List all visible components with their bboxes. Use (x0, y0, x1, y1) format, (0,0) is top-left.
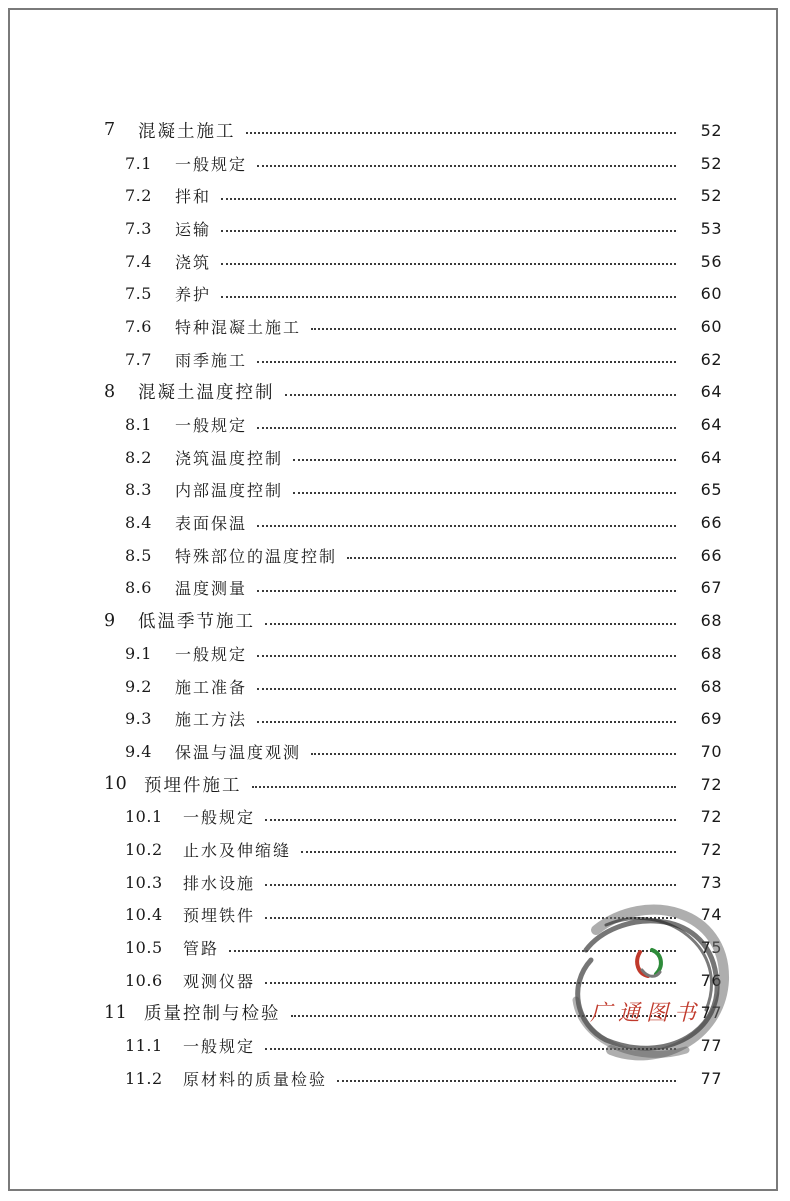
toc-section-row[interactable] (0, 474, 790, 507)
toc-dot-leader (257, 721, 676, 723)
toc-dot-leader (252, 786, 677, 788)
toc-entry-number: 7.2 (125, 186, 152, 206)
toc-entry-number: 11.1 (125, 1036, 163, 1056)
toc-dot-leader (221, 198, 676, 200)
toc-entry-number: 8.6 (125, 578, 152, 598)
toc-entry-title: 质量控制与检验 (144, 1004, 281, 1025)
toc-page-number: 52 (700, 153, 722, 173)
toc-entry-title: 一般规定 (183, 1037, 256, 1057)
toc-entry-number: 11.2 (125, 1068, 163, 1088)
toc-page-number: 72 (700, 774, 722, 794)
toc-dot-leader (221, 263, 676, 265)
toc-page-number: 67 (700, 578, 722, 598)
toc-entry-number: 7.4 (125, 251, 152, 271)
toc-dot-leader (265, 819, 676, 821)
toc-entry-number: 11 (104, 1002, 128, 1023)
toc-page-number: 65 (700, 480, 722, 500)
toc-entry-number: 8.1 (125, 415, 152, 435)
toc-dot-leader (246, 132, 677, 134)
toc-page-number: 77 (700, 1036, 722, 1056)
toc-dot-leader (347, 557, 676, 559)
toc-dot-leader (337, 1080, 676, 1082)
toc-page-number: 52 (700, 186, 722, 206)
toc-page-number: 64 (700, 382, 722, 402)
toc-chapter-row[interactable] (0, 114, 790, 147)
toc-page-number: 53 (700, 218, 722, 238)
toc-section-row[interactable] (0, 179, 790, 212)
toc-chapter-row[interactable] (0, 604, 790, 637)
toc-entry-title: 表面保温 (175, 514, 248, 534)
toc-page-number: 77 (700, 1068, 722, 1088)
toc-dot-leader (265, 884, 676, 886)
toc-dot-leader (301, 851, 676, 853)
toc-entry-title: 浇筑 (175, 252, 212, 272)
toc-entry-number: 10.1 (125, 807, 163, 827)
toc-entry-number: 9.2 (125, 676, 152, 696)
toc-section-row[interactable] (0, 670, 790, 703)
toc-entry-title: 一般规定 (175, 416, 248, 436)
toc-entry-number: 7.3 (125, 218, 152, 238)
toc-page-number: 56 (700, 251, 722, 271)
seal-text: 广通图书 (590, 1001, 703, 1026)
toc-entry-number: 7 (104, 120, 116, 141)
seal-logo-icon (556, 890, 736, 1070)
toc-entry-number: 10.6 (125, 970, 163, 990)
toc-entry-title: 特种混凝土施工 (175, 317, 302, 337)
toc-section-row[interactable] (0, 245, 790, 278)
toc-dot-leader (311, 328, 676, 330)
toc-entry-number: 10.4 (125, 905, 163, 925)
toc-section-row[interactable] (0, 441, 790, 474)
toc-entry-title: 拌和 (175, 187, 212, 207)
toc-page-number: 74 (700, 905, 722, 925)
toc-section-row[interactable] (0, 637, 790, 670)
toc-page-number: 68 (700, 611, 722, 631)
toc-dot-leader (293, 459, 676, 461)
toc-entry-title: 保温与温度观测 (175, 742, 302, 762)
toc-entry-title: 一般规定 (175, 644, 248, 664)
toc-page-number: 66 (700, 513, 722, 533)
toc-section-row[interactable] (0, 310, 790, 343)
toc-entry-title: 一般规定 (175, 154, 248, 174)
toc-section-row[interactable] (0, 702, 790, 735)
toc-section-row[interactable] (0, 572, 790, 605)
toc-page-number: 68 (700, 676, 722, 696)
toc-entry-number: 9 (104, 610, 116, 631)
toc-page-number: 75 (700, 938, 722, 958)
toc-entry-title: 管路 (183, 939, 220, 959)
toc-dot-leader (257, 590, 676, 592)
toc-chapter-row[interactable] (0, 768, 790, 801)
toc-entry-title: 运输 (175, 219, 212, 239)
toc-entry-title: 内部温度控制 (175, 481, 284, 501)
toc-section-row[interactable] (0, 343, 790, 376)
toc-dot-leader (257, 361, 676, 363)
toc-entry-number: 10.3 (125, 872, 163, 892)
toc-entry-title: 止水及伸缩缝 (183, 840, 292, 860)
toc-dot-leader (257, 427, 676, 429)
toc-section-row[interactable] (0, 506, 790, 539)
toc-entry-title: 施工准备 (175, 677, 248, 697)
toc-page-number: 64 (700, 415, 722, 435)
toc-section-row[interactable] (0, 539, 790, 572)
toc-entry-number: 10 (104, 774, 128, 795)
toc-dot-leader (221, 230, 676, 232)
toc-chapter-row[interactable] (0, 376, 790, 409)
toc-page-number: 66 (700, 545, 722, 565)
toc-section-row[interactable] (0, 277, 790, 310)
toc-entry-title: 预埋铁件 (183, 906, 256, 926)
toc-entry-number: 7.1 (125, 153, 152, 173)
toc-section-row[interactable] (0, 735, 790, 768)
toc-page-number: 72 (700, 807, 722, 827)
toc-page-number: 60 (700, 316, 722, 336)
toc-entry-title: 低温季节施工 (138, 612, 255, 633)
toc-entry-number: 9.3 (125, 709, 152, 729)
toc-dot-leader (257, 525, 676, 527)
toc-section-row[interactable] (0, 800, 790, 833)
toc-page-number: 52 (700, 120, 722, 140)
toc-entry-number: 8 (104, 381, 116, 402)
toc-entry-title: 一般规定 (183, 808, 256, 828)
toc-entry-title: 特殊部位的温度控制 (175, 546, 338, 566)
toc-entry-number: 9.1 (125, 643, 152, 663)
toc-page-number: 60 (700, 284, 722, 304)
toc-page-number: 73 (700, 872, 722, 892)
toc-page-number: 77 (700, 1003, 722, 1023)
toc-section-row[interactable] (0, 408, 790, 441)
toc-entry-number: 8.3 (125, 480, 152, 500)
toc-dot-leader (221, 296, 676, 298)
toc-entry-number: 10.5 (125, 938, 163, 958)
toc-page-number: 69 (700, 709, 722, 729)
toc-entry-number: 8.5 (125, 545, 152, 565)
toc-dot-leader (285, 394, 677, 396)
toc-entry-title: 养护 (175, 285, 212, 305)
toc-dot-leader (311, 753, 676, 755)
toc-entry-number: 8.2 (125, 447, 152, 467)
toc-entry-title: 雨季施工 (175, 350, 248, 370)
toc-page-number: 62 (700, 349, 722, 369)
toc-dot-leader (293, 492, 676, 494)
toc-entry-title: 温度测量 (175, 579, 248, 599)
toc-dot-leader (257, 688, 676, 690)
toc-page-number: 76 (700, 970, 722, 990)
toc-entry-title: 预埋件施工 (144, 775, 242, 796)
toc-entry-number: 7.6 (125, 316, 152, 336)
toc-entry-title: 原材料的质量检验 (183, 1069, 328, 1089)
toc-section-row[interactable] (0, 212, 790, 245)
toc-entry-title: 混凝土施工 (138, 121, 236, 142)
toc-page-number: 72 (700, 839, 722, 859)
toc-entry-number: 10.2 (125, 839, 163, 859)
toc-section-row[interactable] (0, 147, 790, 180)
toc-entry-number: 8.4 (125, 513, 152, 533)
toc-entry-number: 7.5 (125, 284, 152, 304)
toc-entry-title: 施工方法 (175, 710, 248, 730)
toc-dot-leader (257, 165, 676, 167)
toc-entry-title: 混凝土温度控制 (138, 383, 275, 404)
toc-page-number: 64 (700, 447, 722, 467)
toc-page-number: 68 (700, 643, 722, 663)
toc-section-row[interactable] (0, 833, 790, 866)
toc-page-number: 70 (700, 741, 722, 761)
toc-entry-number: 7.7 (125, 349, 152, 369)
toc-entry-number: 9.4 (125, 741, 152, 761)
toc-entry-title: 观测仪器 (183, 971, 256, 991)
toc-entry-title: 浇筑温度控制 (175, 448, 284, 468)
toc-dot-leader (257, 655, 676, 657)
toc-entry-title: 排水设施 (183, 873, 256, 893)
toc-dot-leader (265, 623, 676, 625)
